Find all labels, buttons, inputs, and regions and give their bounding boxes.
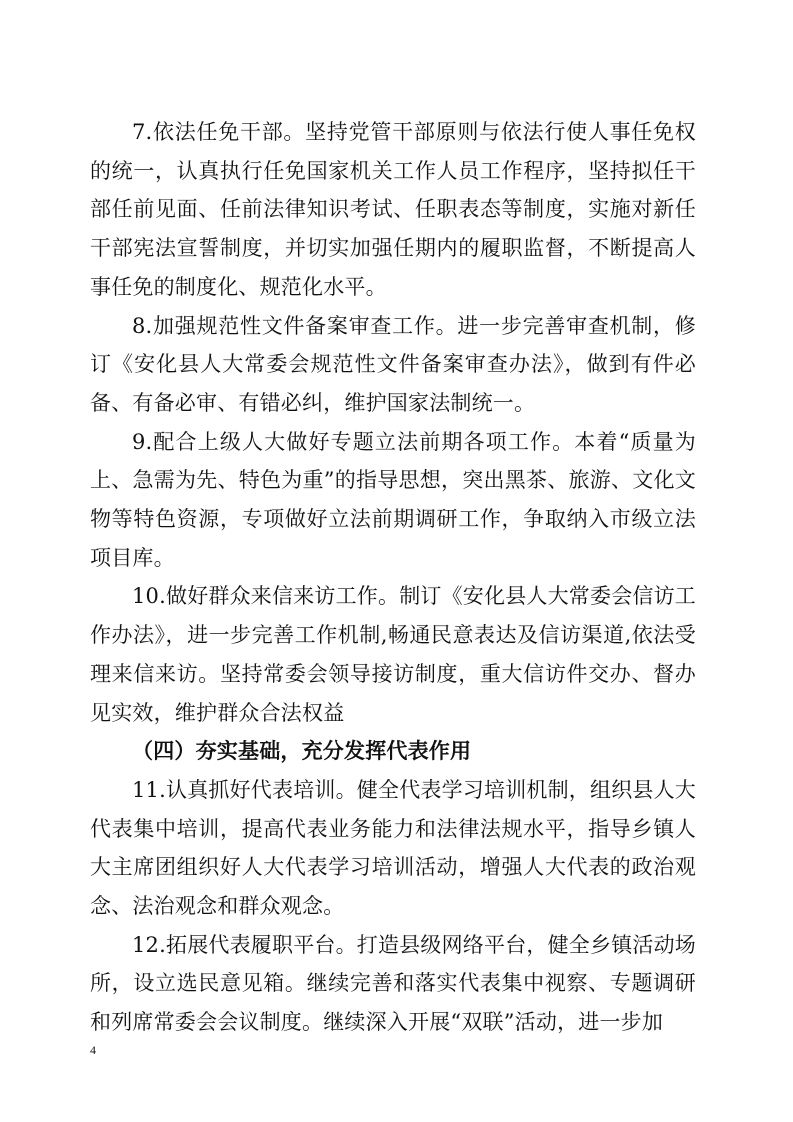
paragraph-12: 12.拓展代表履职平台。打造县级网络平台，健全乡镇活动场所，设立选民意见箱。继续完善和落实代表集中视察、专题调研和列席常委会会议制度。继续深入开展“双联”活动，进一步加 bbox=[90, 932, 696, 1035]
page-number: 4 bbox=[90, 1043, 96, 1057]
paragraph-8: 8.加强规范性文件备案审查工作。进一步完善审查机制，修订《安化县人大常委会规范性文件备案审查办法》，做到有件必备、有备必审、有错必纠，维护国家法制统一。 bbox=[90, 313, 696, 415]
paragraph-9: 9.配合上级人大做好专题立法前期各项工作。本着“质量为上、急需为先、特色为重”的指导思想，突出黑茶、旅游、文化文物等特色资源，专项做好立法前期调研工作，争取纳入市级立法项目库。 bbox=[90, 429, 696, 570]
section-heading: （四）夯实基础，充分发挥代表作用 bbox=[132, 739, 472, 764]
paragraph-11: 11.认真抓好代表培训。健全代表学习培训机制，组织县人大代表集中培训，提高代表业务能力和法律法规水平，指导乡镇人大主席团组织好人大代表学习培训活动，增强人大代表的政治观念、法治观念和群众观念。 bbox=[90, 777, 696, 919]
paragraph-7: 7.依法任免干部。坚持党管干部原则与依法行使人事任免权的统一，认真执行任免国家机关工作人员工作程序，坚持拟任干部任前见面、任前法律知识考试、任职表态等制度，实施对新任干部宪法宣誓制度，并切实加强任期内的履职监督，不断提高人事任免的制度化、规范化水平。 bbox=[90, 120, 696, 299]
document-body bbox=[90, 113, 696, 1042]
paragraph-10: 10.做好群众来信来访工作。制订《安化县人大常委会信访工作办法》，进一步完善工作机制,畅通民意表达及信访渠道,依法受理来信来访。坚持常委会领导接访制度，重大信访件交办、督办见实效，维护群众合法权益 bbox=[90, 584, 696, 725]
